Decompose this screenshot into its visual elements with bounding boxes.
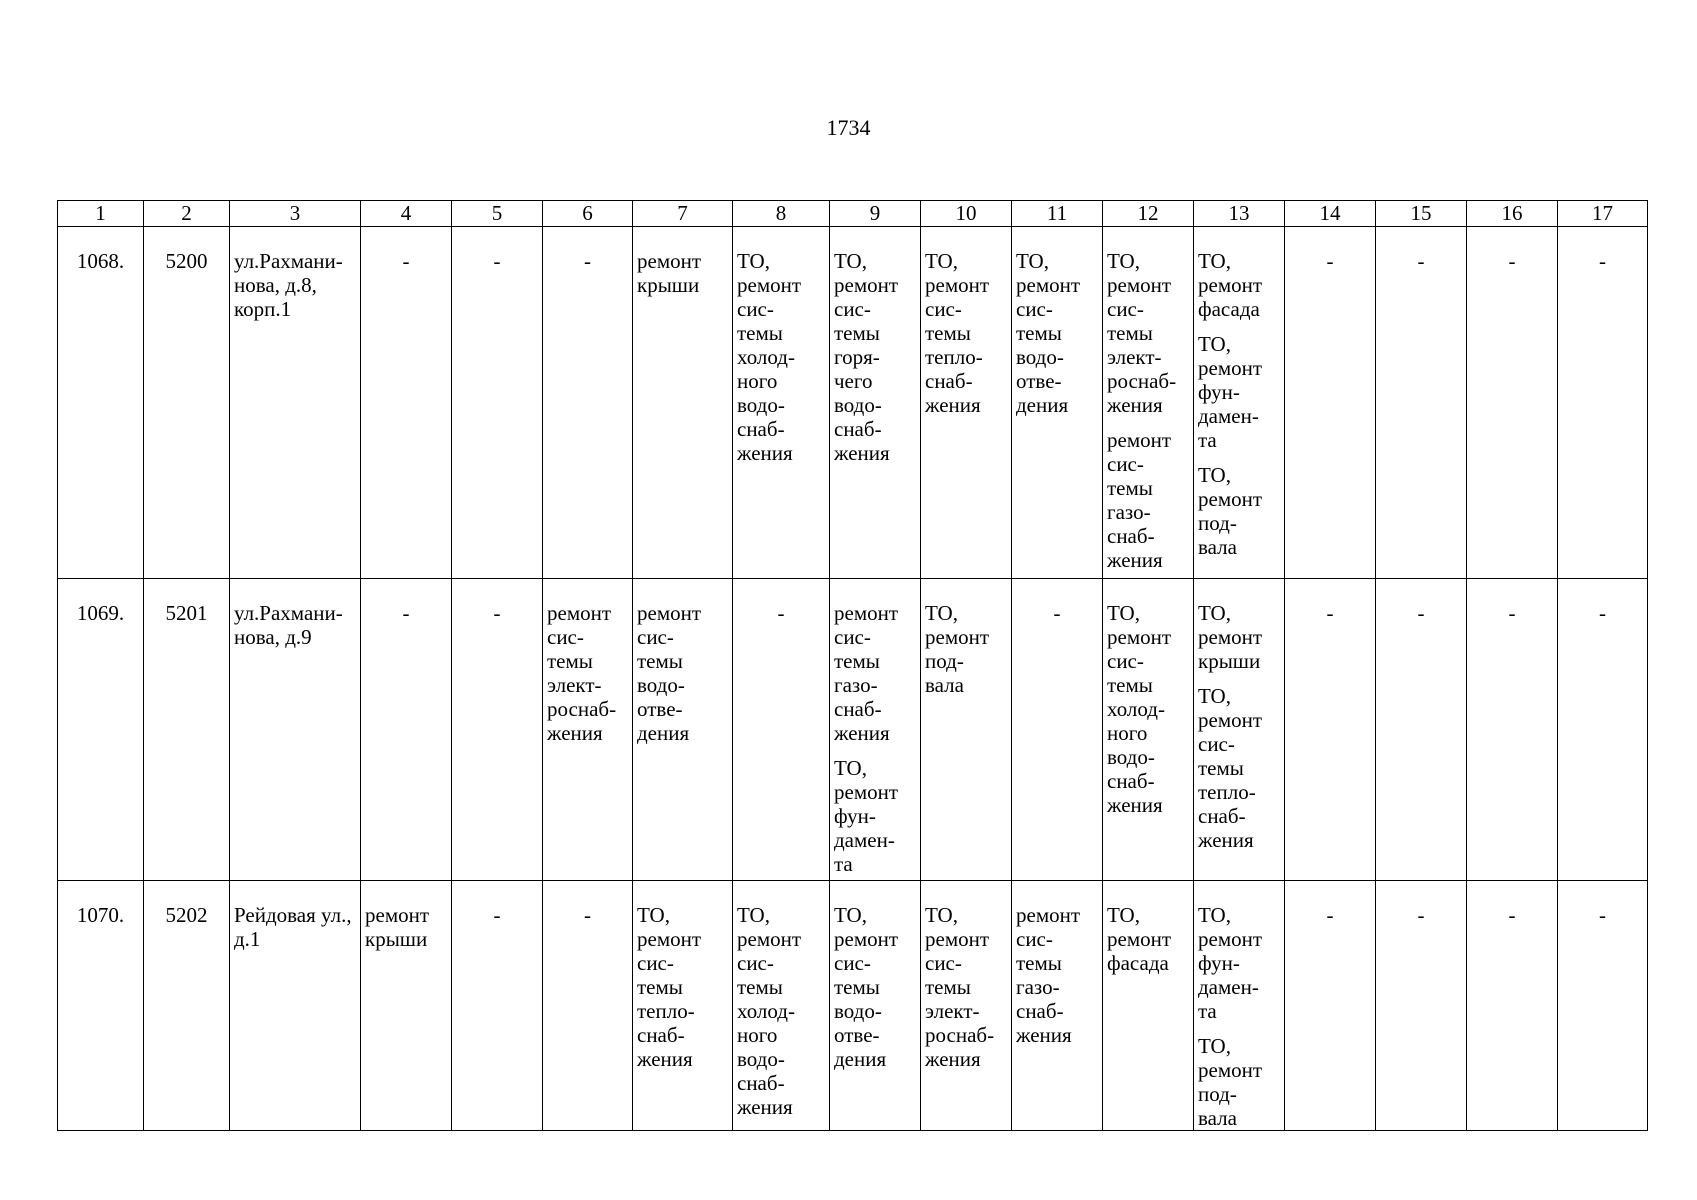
work-entry: ТО, ремонт под- вала <box>1198 463 1263 559</box>
cell-value: - <box>1376 579 1467 881</box>
cell-value: - <box>1285 579 1376 881</box>
cell-value: ремонт сис- темы элект- роснаб- жения <box>543 579 633 881</box>
table-row <box>58 227 1648 579</box>
column-header: 17 <box>1558 201 1648 227</box>
cell-value: ремонт крыши <box>361 881 452 1131</box>
cell-value: - <box>452 579 543 881</box>
cell-value: - <box>1558 579 1648 881</box>
column-header: 2 <box>144 201 230 227</box>
building-code: 5200 <box>144 227 230 579</box>
work-entry: ремонт сис- темы газо- снаб- жения <box>1107 428 1172 572</box>
cell-value <box>1194 227 1285 579</box>
row-number: 1069. <box>58 579 144 881</box>
column-header: 15 <box>1376 201 1467 227</box>
column-number-row <box>58 201 1648 227</box>
cell-value: ремонт крыши <box>633 227 733 579</box>
building-address: ул.Рахмани- нова, д.9 <box>230 579 361 881</box>
work-entry: ТО, ремонт фасада <box>1198 249 1263 321</box>
column-header: 1 <box>58 201 144 227</box>
cell-value: - <box>361 579 452 881</box>
cell-value: - <box>543 227 633 579</box>
work-entry: ТО, ремонт сис- темы тепло- снаб- жения <box>1198 684 1263 852</box>
cell-value: ТО, ремонт сис- темы горя- чего водо- снаб- жения <box>830 227 921 579</box>
cell-value: ТО, ремонт сис- темы холод- ного водо- снаб- жения <box>733 881 830 1131</box>
building-address: ул.Рахмани- нова, д.8, корп.1 <box>230 227 361 579</box>
column-header: 13 <box>1194 201 1285 227</box>
cell-value: ТО, ремонт сис- темы холод- ного водо- снаб- жения <box>733 227 830 579</box>
work-entry: ТО, ремонт под- вала <box>1198 1034 1263 1130</box>
cell-value: ремонт сис- темы водо- отве- дения <box>633 579 733 881</box>
cell-value <box>1194 579 1285 881</box>
work-entry: ТО, ремонт сис- темы элект- роснаб- жения <box>1107 249 1177 417</box>
cell-value: - <box>1012 579 1103 881</box>
table-row <box>58 579 1648 881</box>
column-header: 10 <box>921 201 1012 227</box>
cell-value: - <box>361 227 452 579</box>
cell-value: - <box>1467 881 1558 1131</box>
work-entry: ТО, ремонт фун- дамен- та <box>1198 332 1263 452</box>
column-header: 12 <box>1103 201 1194 227</box>
cell-value: - <box>1558 881 1648 1131</box>
building-code: 5201 <box>144 579 230 881</box>
cell-value: - <box>1376 227 1467 579</box>
cell-value: - <box>452 881 543 1131</box>
column-header: 14 <box>1285 201 1376 227</box>
cell-value: ТО, ремонт сис- темы тепло- снаб- жения <box>633 881 733 1131</box>
cell-value: - <box>543 881 633 1131</box>
column-header: 7 <box>633 201 733 227</box>
column-header: 8 <box>733 201 830 227</box>
cell-value: - <box>1285 881 1376 1131</box>
building-code: 5202 <box>144 881 230 1131</box>
work-entry: ТО, ремонт фун- дамен- та <box>834 756 899 876</box>
table-row <box>58 881 1648 1131</box>
cell-value: ремонт сис- темы газо- снаб- жения <box>1012 881 1103 1131</box>
column-header: 4 <box>361 201 452 227</box>
row-number: 1068. <box>58 227 144 579</box>
page-number: 1734 <box>826 115 871 140</box>
cell-value: ТО, ремонт сис- темы элект- роснаб- жения <box>921 881 1012 1131</box>
cell-value: ТО, ремонт фасада <box>1103 881 1194 1131</box>
cell-value: ТО, ремонт сис- темы холод- ного водо- снаб- жения <box>1103 579 1194 881</box>
column-header: 16 <box>1467 201 1558 227</box>
column-header: 6 <box>543 201 633 227</box>
cell-value: ТО, ремонт сис- темы водо- отве- дения <box>1012 227 1103 579</box>
work-entry: ТО, ремонт крыши <box>1198 601 1263 673</box>
cell-value: - <box>1376 881 1467 1131</box>
cell-value <box>1103 227 1194 579</box>
cell-value: ТО, ремонт сис- темы водо- отве- дения <box>830 881 921 1131</box>
cell-value: - <box>733 579 830 881</box>
column-header: 3 <box>230 201 361 227</box>
cell-value: - <box>1558 227 1648 579</box>
cell-value: ТО, ремонт под- вала <box>921 579 1012 881</box>
column-header: 11 <box>1012 201 1103 227</box>
column-header: 9 <box>830 201 921 227</box>
column-header: 5 <box>452 201 543 227</box>
repair-schedule-table <box>57 200 1648 1131</box>
cell-value: - <box>452 227 543 579</box>
work-entry: ремонт сис- темы газо- снаб- жения <box>834 601 899 745</box>
cell-value: - <box>1285 227 1376 579</box>
cell-value <box>830 579 921 881</box>
cell-value: - <box>1467 579 1558 881</box>
cell-value: ТО, ремонт сис- темы тепло- снаб- жения <box>921 227 1012 579</box>
work-entry: ТО, ремонт фун- дамен- та <box>1198 903 1263 1023</box>
row-number: 1070. <box>58 881 144 1131</box>
cell-value: - <box>1467 227 1558 579</box>
cell-value <box>1194 881 1285 1131</box>
building-address: Рейдовая ул., д.1 <box>230 881 361 1131</box>
